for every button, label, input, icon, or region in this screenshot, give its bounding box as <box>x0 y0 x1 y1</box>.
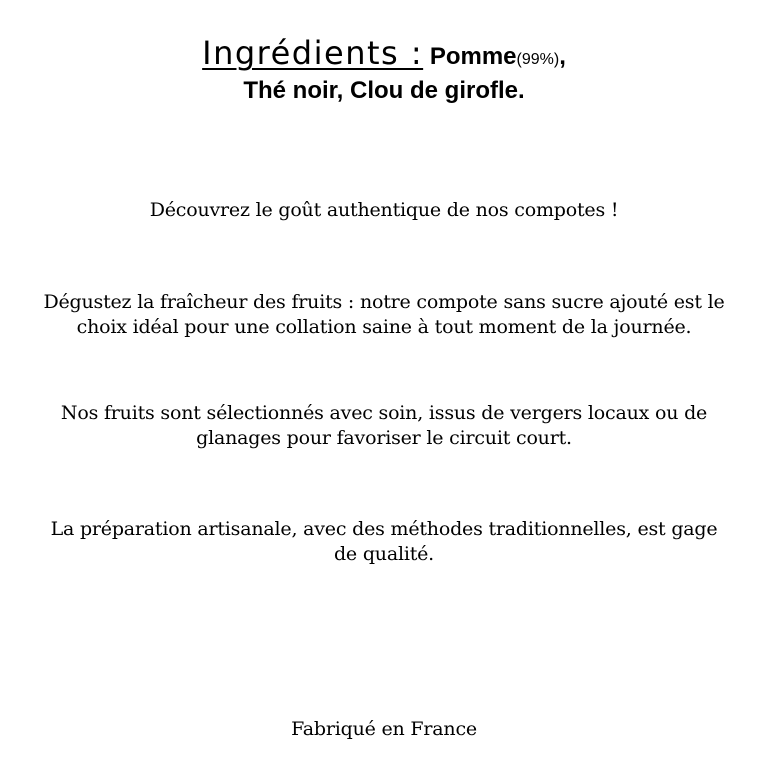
ingredients-block <box>0 34 768 106</box>
paragraph-freshness-text: Dégustez la fraîcheur des fruits : notre compote sans sucre ajouté est le choix idéal pour une collation saine à tout moment de la journée. <box>43 291 725 338</box>
ingredient-percentage: (99%) <box>516 51 560 68</box>
ingredients-label: Ingrédients : <box>202 34 424 72</box>
paragraph-freshness <box>0 290 768 340</box>
ingredients-line-1 <box>0 34 768 75</box>
paragraph-sourcing: Nos fruits sont sélectionnés avec soin, issus de vergers locaux ou de glanages pour favoriser le circuit court. <box>60 402 708 449</box>
paragraph-preparation: La préparation artisanale, avec des méthodes traditionnelles, est gage de qualité. <box>50 518 718 565</box>
intro-text: Découvrez le goût authentique de nos compotes ! <box>149 199 619 221</box>
ingredient-separator: , <box>559 43 566 70</box>
ingredient-main: Pomme <box>429 43 517 70</box>
ingredients-line-2: Thé noir, Clou de girofle. <box>243 77 525 104</box>
footer-origin: Fabriqué en France <box>291 718 477 740</box>
